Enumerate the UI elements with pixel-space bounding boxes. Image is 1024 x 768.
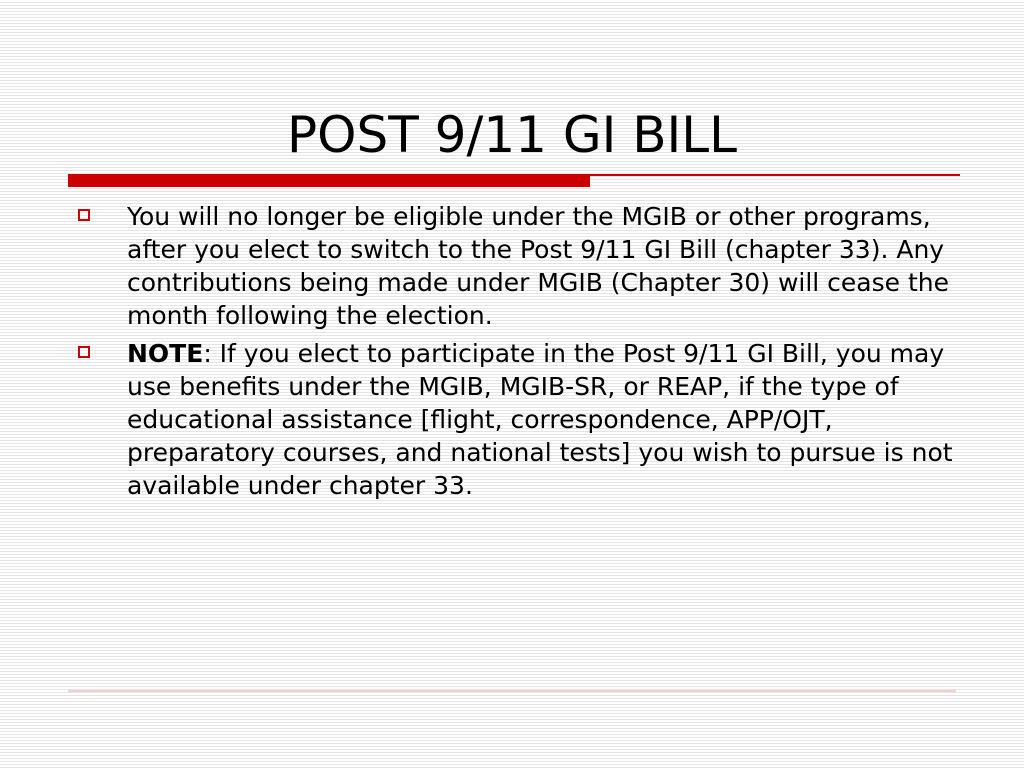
title-underline-thick — [68, 174, 590, 187]
square-bullet-icon — [78, 346, 90, 358]
bullet-item — [78, 337, 958, 502]
note-label: NOTE — [127, 339, 204, 368]
bullet-list — [78, 200, 958, 507]
square-bullet-icon — [78, 209, 90, 221]
bullet-item — [78, 200, 958, 332]
bullet-text: : If you elect to participate in the Post 9/11 GI Bill, you may use benefits under the MGIB, MGIB-SR, or REAP, if the type of educational assistance [flight, correspondence, APP/OJT, preparatory courses, and national tests] you wish to pursue is not available under chapter 33. — [127, 339, 953, 500]
footer-divider — [68, 690, 956, 692]
slide-title: POST 9/11 GI BILL — [287, 106, 737, 164]
bullet-text: You will no longer be eligible under the MGIB or other programs, after you elect to switch to the Post 9/11 GI Bill (chapter 33). Any contributions being made under MGIB (Chapter 30) will cease the month following the election. — [127, 202, 950, 330]
title-underline-thin — [590, 174, 960, 176]
